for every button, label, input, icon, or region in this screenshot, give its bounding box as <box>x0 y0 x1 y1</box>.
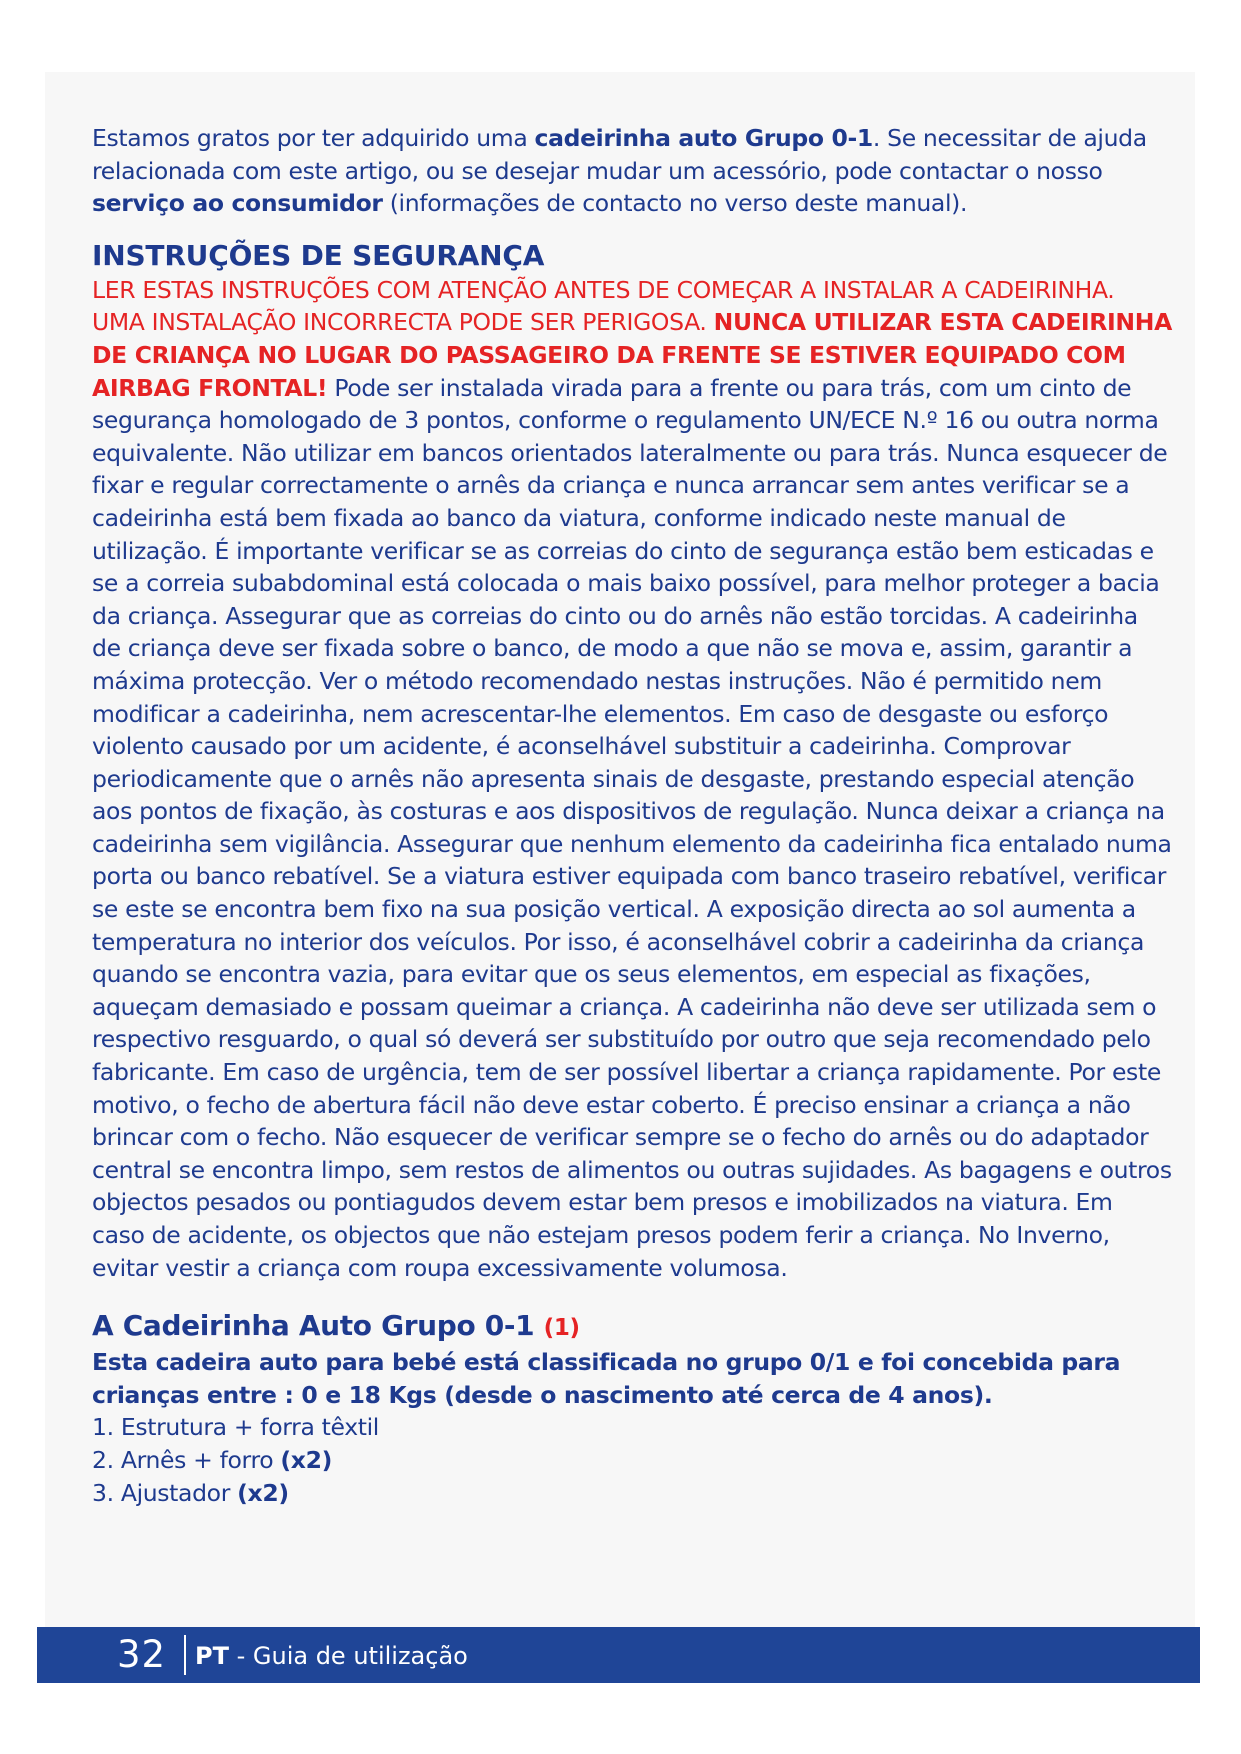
footer-language: PT <box>195 1642 229 1670</box>
safety-warning: LER ESTAS INSTRUÇÕES COM ATENÇÃO ANTES DE COMEÇAR A INSTALAR A CADEIRINHA. UMA INSTALAÇÃO INCORRECTA PODE SER PERIGOSA. <box>92 275 1115 337</box>
list-item <box>92 1444 1172 1477</box>
product-heading <box>92 1308 1172 1346</box>
part-qty: (x2) <box>237 1478 289 1507</box>
intro-paragraph <box>92 122 1172 220</box>
list-item <box>92 1477 1172 1510</box>
footer-divider <box>184 1635 186 1675</box>
intro-text-1: Estamos gratos por ter adquirido uma <box>92 124 535 152</box>
list-item <box>92 1411 1172 1444</box>
intro-product-name: cadeirinha auto Grupo 0-1 <box>534 124 873 152</box>
part-label: 2. Arnês + forro <box>92 1445 281 1474</box>
part-label: 3. Ajustador <box>92 1478 238 1507</box>
footer-title: - Guia de utilização <box>228 1642 468 1670</box>
intro-customer-service: serviço ao consumidor <box>92 189 383 218</box>
safety-heading: INSTRUÇÕES DE SEGURANÇA <box>92 238 545 272</box>
footer-label <box>195 1641 468 1671</box>
safety-paragraph <box>92 274 1172 1284</box>
safety-airbag-warning: NUNCA UTILIZAR ESTA CADEIRINHA DE CRIANÇA NO LUGAR DO PASSAGEIRO DA FRENTE SE ESTIVER EQUIPADO COM AIRBAG FRONTAL! <box>92 308 1172 402</box>
parts-list <box>92 1411 1172 1509</box>
product-heading-text: A Cadeirinha Auto Grupo 0-1 <box>92 1309 544 1343</box>
part-qty: (x2) <box>280 1445 332 1474</box>
part-label: 1. Estrutura + forra têxtil <box>92 1413 379 1442</box>
intro-text-3: (informações de contacto no verso deste manual). <box>382 189 968 218</box>
page-number: 32 <box>117 1633 167 1676</box>
intro-text-2: . Se necessitar de ajuda relacionada com este artigo, ou se desejar mudar um acessório, pode contactar o nosso <box>92 124 1147 185</box>
footer-bar <box>37 1627 1200 1683</box>
product-heading-ref: (1) <box>543 1315 580 1342</box>
product-lead: Esta cadeira auto para bebé está classificada no grupo 0/1 e foi concebida para crianças entre : 0 e 18 Kgs (desde o nascimento até cerca de 4 anos). <box>92 1348 1121 1409</box>
manual-content <box>92 122 1172 1509</box>
safety-instructions: Pode ser instalada virada para a frente ou para trás, com um cinto de segurança homologado de 3 pontos, conforme o regulamento UN/ECE N.º 16 ou outra norma equivalente. Não utilizar em bancos orientados lateralmente ou para trás. Nunca esquecer de fixar e regular correctamente o arnês da criança e nunca arrancar sem antes verificar se a cadeirinha está bem fixada ao banco da viatura, conforme indicado neste manual de utilização. É importante verificar se as correias do cinto de segurança estão bem esticadas e se a correia subabdominal está colocada o mais baixo possível, para melhor proteger a bacia da criança. Assegurar que as correias do cinto ou do arnês não estão torcidas. A cadeirinha de criança deve ser fixada sobre o banco, de modo a que não se mova e, assim, garantir a máxima protecção. Ver o método recomendado nestas instruções. Não é permitido nem modificar a cadeirinha, nem acrescentar-lhe elementos. Em caso de desgaste ou esforço violento causado por um acidente, é aconselhável substituir a cadeirinha. Comprovar periodicamente que o arnês não apresenta sinais de desgaste, prestando especial atenção aos pontos de fixação, às costuras e aos dispositivos de regulação. Nunca deixar a criança na cadeirinha sem vigilância. Assegurar que nenhum elemento da cadeirinha fica entalado numa porta ou banco rebatível. Se a viatura estiver equipada com banco traseiro rebatível, verificar se este se encontra bem fixo na sua posição vertical. A exposição directa ao sol aumenta a temperatura no interior dos veículos. Por isso, é aconselhável cobrir a cadeirinha da criança quando se encontra vazia, para evitar que os seus elementos, em especial as fixações, aqueçam demasiado e possam queimar a criança. A cadeirinha não deve ser utilizada sem o respectivo resguardo, o qual só deverá ser substituído por outro que seja recomendado pelo fabricante. Em caso de urgência, tem de ser possível libertar a criança rapidamente. Por este motivo, o fecho de abertura fácil não deve estar coberto. É preciso ensinar a criança a não brincar com o fecho. Não esquecer de verificar sempre se o fecho do arnês ou do adaptador central se encontra limpo, sem restos de alimentos ou outras sujidades. As bagagens e outros objectos pesados ou pontiagudos devem estar bem presos e imobilizados na viatura. Em caso de acidente, os objectos que não estejam presos podem ferir a criança. No Inverno, evitar vestir a criança com roupa excessivamente volumosa. <box>92 373 1172 1282</box>
